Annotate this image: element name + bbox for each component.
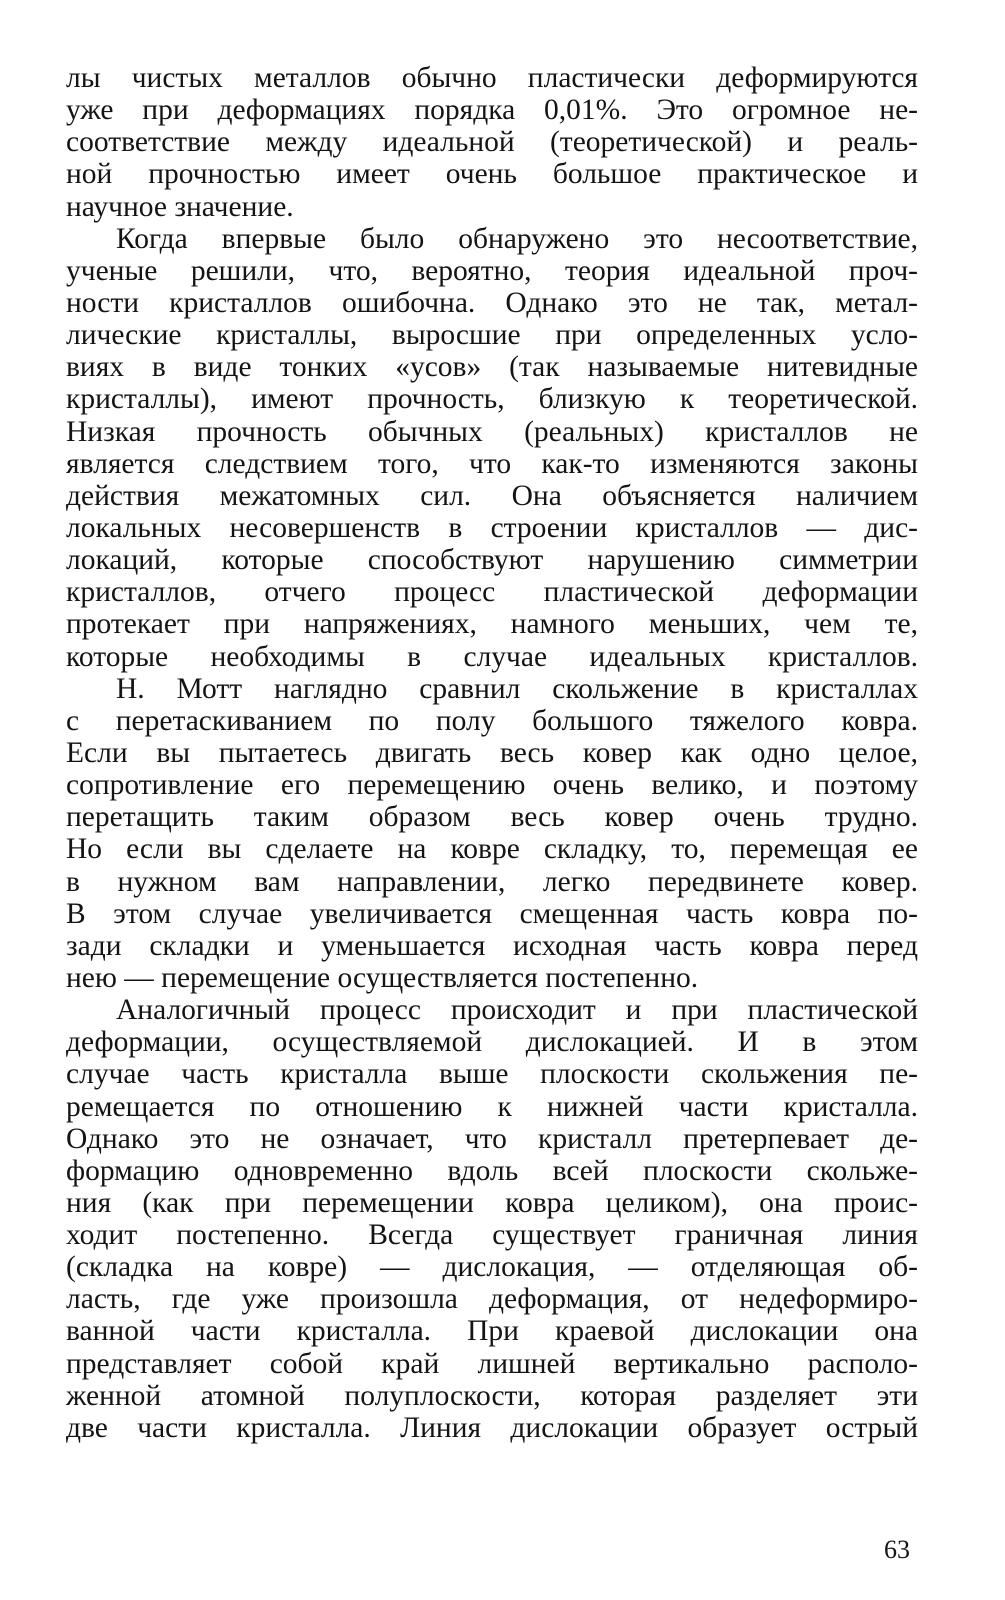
text-line: Н. Мотт наглядно сравнил скольжение в кристаллах (116, 672, 918, 705)
text-line: с перетаскиванием по полу большого тяжелого ковра. (66, 704, 918, 737)
text-line: является следствием того, что как-то изменяются законы (66, 447, 918, 480)
text-line: ния (как при перемещении ковра целиком), она проис- (66, 1186, 918, 1219)
text-line: ремещается по отношению к нижней части кристалла. (66, 1090, 918, 1123)
text-line: Но если вы сделаете на ковре складку, то, перемещая ее (66, 833, 918, 866)
text-line: соответствие между идеальной (теоретической) и реаль- (66, 126, 918, 159)
text-line: действия межатомных сил. Она объясняется наличием (66, 479, 918, 512)
text-line: две части кристалла. Линия дислокации образует острый (66, 1411, 918, 1444)
text-line: Если вы пытаетесь двигать весь ковер как одно целое, (66, 736, 918, 769)
text-line: сопротивление его перемещению очень велико, и поэтому (66, 769, 918, 802)
text-line: В этом случае увеличивается смещенная часть ковра по- (66, 897, 918, 930)
text-line: кристаллов, отчего процесс пластической деформации (66, 576, 918, 609)
text-line: Когда впервые было обнаружено это несоответствие, (116, 222, 918, 255)
text-line: зади складки и уменьшается исходная часть ковра перед (66, 929, 918, 962)
text-line: ученые решили, что, вероятно, теория идеальной проч- (66, 254, 918, 287)
text-line: Низкая прочность обычных (реальных) кристаллов не (66, 415, 918, 448)
text-line: (складка на ковре) — дислокация, — отделяющая об- (66, 1251, 918, 1284)
text-line: перетащить таким образом весь ковер очень трудно. (66, 801, 918, 834)
text-line: случае часть кристалла выше плоскости скольжения пе- (66, 1058, 918, 1091)
text-line: кристаллы), имеют прочность, близкую к теоретической. (66, 383, 918, 416)
text-line: уже при деформациях порядка 0,01%. Это огромное не- (66, 94, 918, 127)
text-line: представляет собой край лишней вертикально располо- (66, 1347, 918, 1380)
text-line: лические кристаллы, выросшие при определенных усло- (66, 319, 918, 352)
text-line: Однако это не означает, что кристалл претерпевает де- (66, 1122, 918, 1155)
text-line: виях в виде тонких «усов» (так называемые нитевидные (66, 351, 918, 384)
text-line: формацию одновременно вдоль всей плоскости скольже- (66, 1154, 918, 1187)
text-line: ности кристаллов ошибочна. Однако это не так, метал- (66, 286, 918, 319)
text-line: лы чистых металлов обычно пластически деформируются (66, 62, 918, 94)
text-line: которые необходимы в случае идеальных кристаллов. (66, 640, 918, 673)
text-line: ной прочностью имеет очень большое практическое и (66, 158, 918, 191)
text-line: в нужном вам направлении, легко передвинете ковер. (66, 865, 918, 898)
text-line: Аналогичный процесс происходит и при пластической (116, 994, 918, 1027)
text-line: локаций, которые способствуют нарушению симметрии (66, 544, 918, 577)
text-line: локальных несовершенств в строении кристаллов — дис- (66, 511, 918, 544)
page-number: 63 (884, 1535, 910, 1564)
text-line: женной атомной полуплоскости, которая разделяет эти (66, 1379, 918, 1412)
text-line: деформации, осуществляемой дислокацией. И в этом (66, 1026, 918, 1059)
text-line: ходит постепенно. Всегда существует граничная линия (66, 1219, 918, 1252)
text-line: ванной части кристалла. При краевой дислокации она (66, 1315, 918, 1348)
text-line: научное значение. (66, 190, 294, 223)
text-line: ласть, где уже произошла деформация, от недеформиро- (66, 1283, 918, 1316)
text-line: протекает при напряжениях, намного меньших, чем те, (66, 608, 918, 641)
body-text (66, 62, 918, 1444)
text-line: нею — перемещение осуществляется постепенно. (66, 961, 699, 994)
